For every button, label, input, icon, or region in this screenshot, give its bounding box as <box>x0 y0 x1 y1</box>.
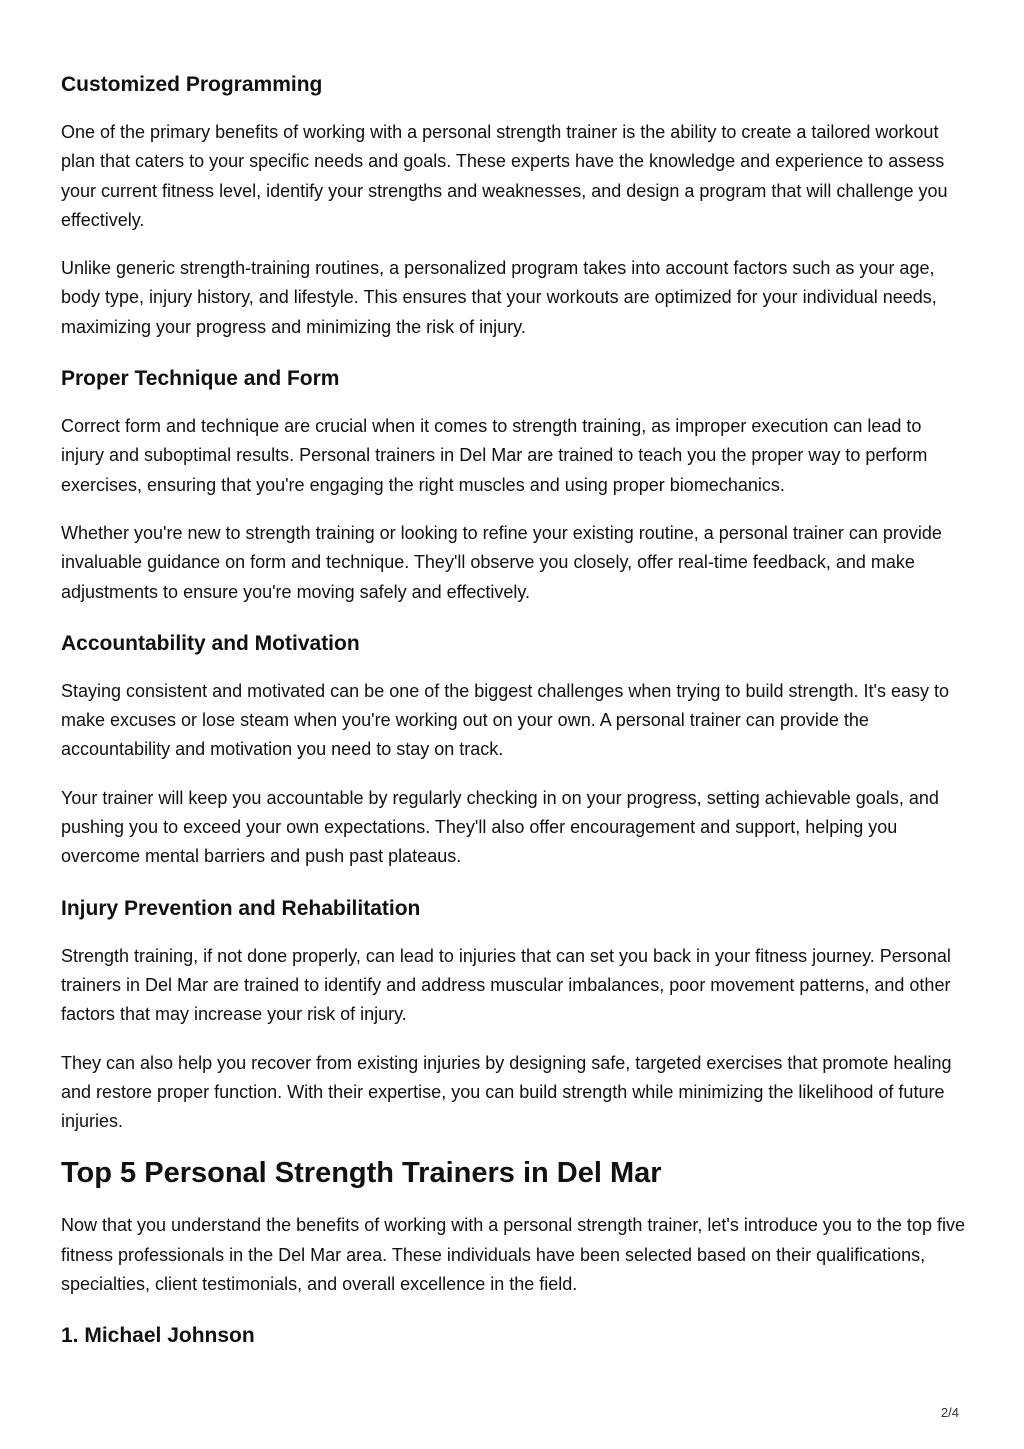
paragraph-top5-intro: Now that you understand the benefits of working with a personal strength trainer, let's introduce you to the top five fitness professionals in the Del Mar area. These individuals have been selected based on their qualifications, specialties, client testimonials, and overall excellence in the field. <box>61 1215 965 1295</box>
heading-injury-prevention: Injury Prevention and Rehabilitation <box>61 896 421 920</box>
paragraph-accountability-1: Staying consistent and motivated can be one of the biggest challenges when trying to build strength. It's easy to make excuses or lose steam when you're working out on your own. A personal trainer can provide the accountability and motivation you need to stay on track. <box>61 680 949 760</box>
paragraph-technique-2: Whether you're new to strength training or looking to refine your existing routine, a personal trainer can provide invaluable guidance on form and technique. They'll observe you closely, offer real-time feedback, and make adjustments to ensure you're moving safely and effectively. <box>61 522 942 602</box>
paragraph-accountability-2: Your trainer will keep you accountable by regularly checking in on your progress, setting achievable goals, and pushing you to exceed your own expectations. They'll also offer encouragement and support, helping you overcome mental barriers and push past plateaus. <box>61 787 939 867</box>
paragraph-technique-1: Correct form and technique are crucial when it comes to strength training, as improper execution can lead to injury and suboptimal results. Personal trainers in Del Mar are trained to teach you the proper way to perform exercises, ensuring that you're engaging the right muscles and using proper biomechanics. <box>61 416 928 495</box>
heading-proper-technique: Proper Technique and Form <box>61 367 340 391</box>
paragraph-injury-2: They can also help you recover from existing injuries by designing safe, targeted exercises that promote healing and restore proper function. With their expertise, you can build strength while minimizing the likelihood of future injuries. <box>61 1052 952 1132</box>
page-number: 2/4 <box>940 1405 959 1420</box>
heading-accountability: Accountability and Motivation <box>61 631 360 655</box>
heading-trainer-michael-johnson: 1. Michael Johnson <box>61 1324 255 1348</box>
paragraph-customized-1: One of the primary benefits of working with a personal strength trainer is the ability to create a tailored workout plan that caters to your specific needs and goals. These experts have the knowledge and experience to assess your current fitness level, identify your strengths and weaknesses, and design a program that will challenge you effectively. <box>61 122 948 230</box>
document-page <box>61 72 966 1369</box>
paragraph-injury-1: Strength training, if not done properly, can lead to injuries that can set you back in your fitness journey. Personal trainers in Del Mar are trained to identify and address muscular imbalances, poor movement patterns, and other factors that may increase your risk of injury. <box>61 945 951 1025</box>
heading-customized-programming: Customized Programming <box>61 73 323 96</box>
paragraph-customized-2: Unlike generic strength-training routines, a personalized program takes into account factors such as your age, body type, injury history, and lifestyle. This ensures that your workouts are optimized for your individual needs, maximizing your progress and minimizing the risk of injury. <box>61 258 937 337</box>
heading-top-5-trainers: Top 5 Personal Strength Trainers in Del Mar <box>61 1157 662 1190</box>
